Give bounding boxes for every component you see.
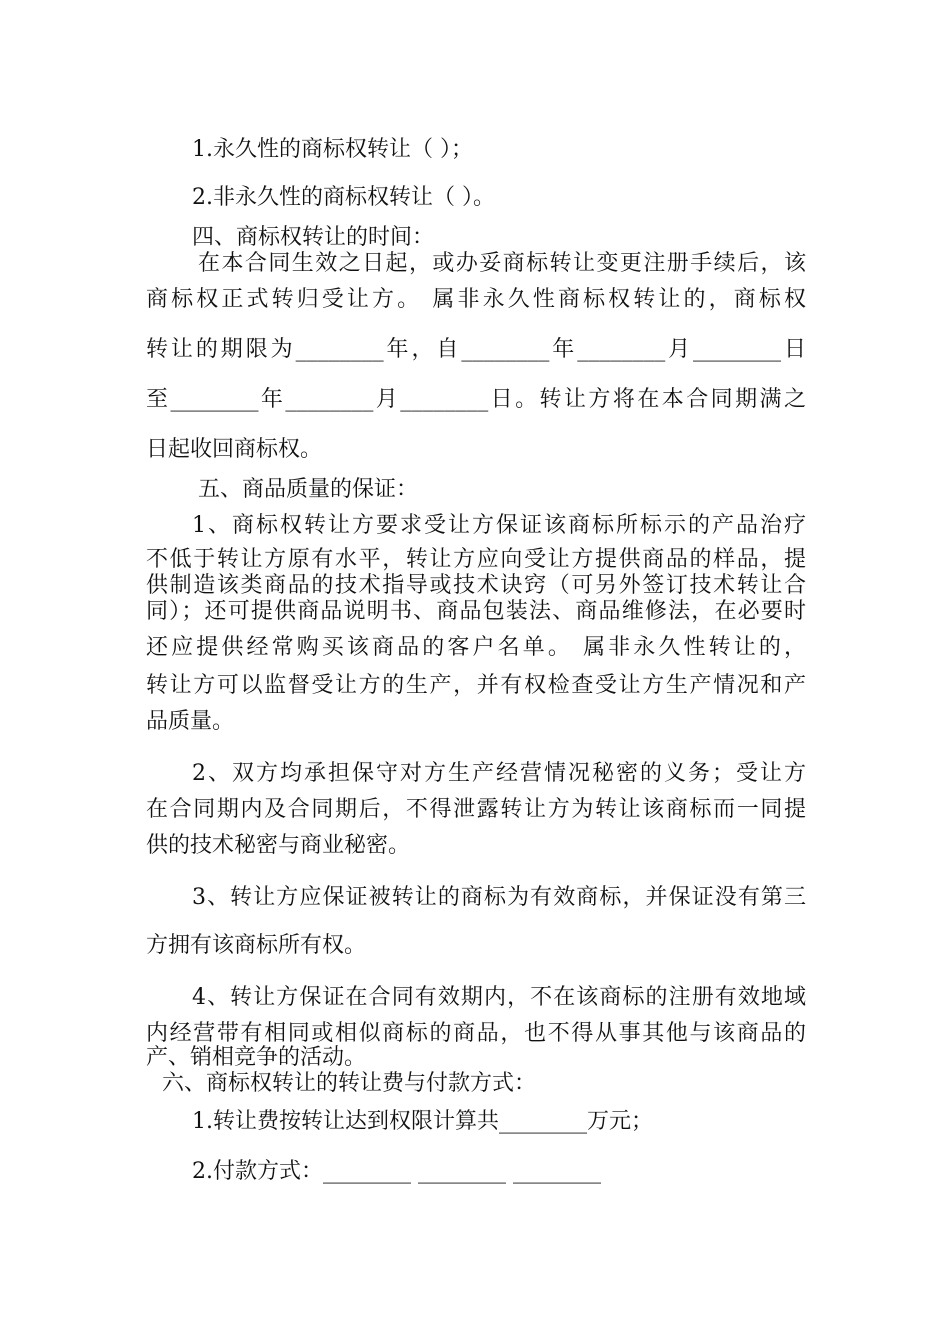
paragraph-line: 在合同期内及合同期后，不得泄露转让方为转让该商标而一同提: [146, 797, 806, 822]
section-heading-5: 五、商品质量的保证：: [198, 477, 419, 502]
section-heading-6: 六、商标权转让的转让费与付款方式：: [162, 1071, 537, 1096]
transfer-fee-line: 1.转让费按转让达到权限计算共________万元；: [192, 1109, 653, 1134]
paragraph-line: 供制造该类商品的技术指导或技术诀窍（可另外签订技术转让合: [146, 573, 806, 598]
paragraph-line: 4、转让方保证在合同有效期内，不在该商标的注册有效地域: [192, 985, 806, 1010]
paragraph-line: 方拥有该商标所有权。: [146, 933, 367, 958]
paragraph-line: 3、转让方应保证被转让的商标为有效商标，并保证没有第三: [192, 885, 806, 910]
paragraph-line: 2、双方均承担保守对方生产经营情况秘密的义务；受让方: [192, 761, 806, 786]
paragraph-line: 产、销相竞争的活动。: [146, 1045, 367, 1070]
paragraph-line: 日起收回商标权。: [146, 437, 323, 462]
section-heading-4: 四、商标权转让的时间：: [192, 225, 435, 250]
paragraph-line: 商标权正式转归受让方。 属非永久性商标权转让的，商标权: [146, 287, 806, 312]
payment-method-line: 2.付款方式：________ ________ ________: [192, 1159, 601, 1184]
paragraph-line: 品质量。: [146, 709, 235, 734]
paragraph-line: 转让方可以监督受让方的生产，并有权检查受让方生产情况和产: [146, 673, 806, 698]
paragraph-line: 同）；还可提供商品说明书、商品包装法、商品维修法，在必要时: [146, 599, 806, 624]
paragraph-line: 供的技术秘密与商业秘密。: [146, 833, 411, 858]
paragraph-line: 不低于转让方原有水平，转让方应向受让方提供商品的样品，提: [146, 547, 806, 572]
paragraph-line: 还应提供经常购买该商品的客户名单。 属非永久性转让的，: [146, 635, 806, 660]
option-non-permanent-transfer: 2.非永久性的商标权转让（ ）。: [192, 185, 495, 210]
paragraph-line: 转让的期限为________年，自________年________月________日: [146, 337, 806, 362]
paragraph-line: 至________年________月________日。转让方将在本合同期满之: [146, 387, 806, 412]
paragraph-line: 1、商标权转让方要求受让方保证该商标所标示的产品治疗: [192, 513, 806, 538]
option-permanent-transfer: 1.永久性的商标权转让（ ）；: [192, 137, 473, 162]
paragraph-line: 内经营带有相同或相似商标的商品，也不得从事其他与该商品的: [146, 1021, 806, 1046]
paragraph-line: 在本合同生效之日起，或办妥商标转让变更注册手续后，该: [198, 251, 806, 276]
